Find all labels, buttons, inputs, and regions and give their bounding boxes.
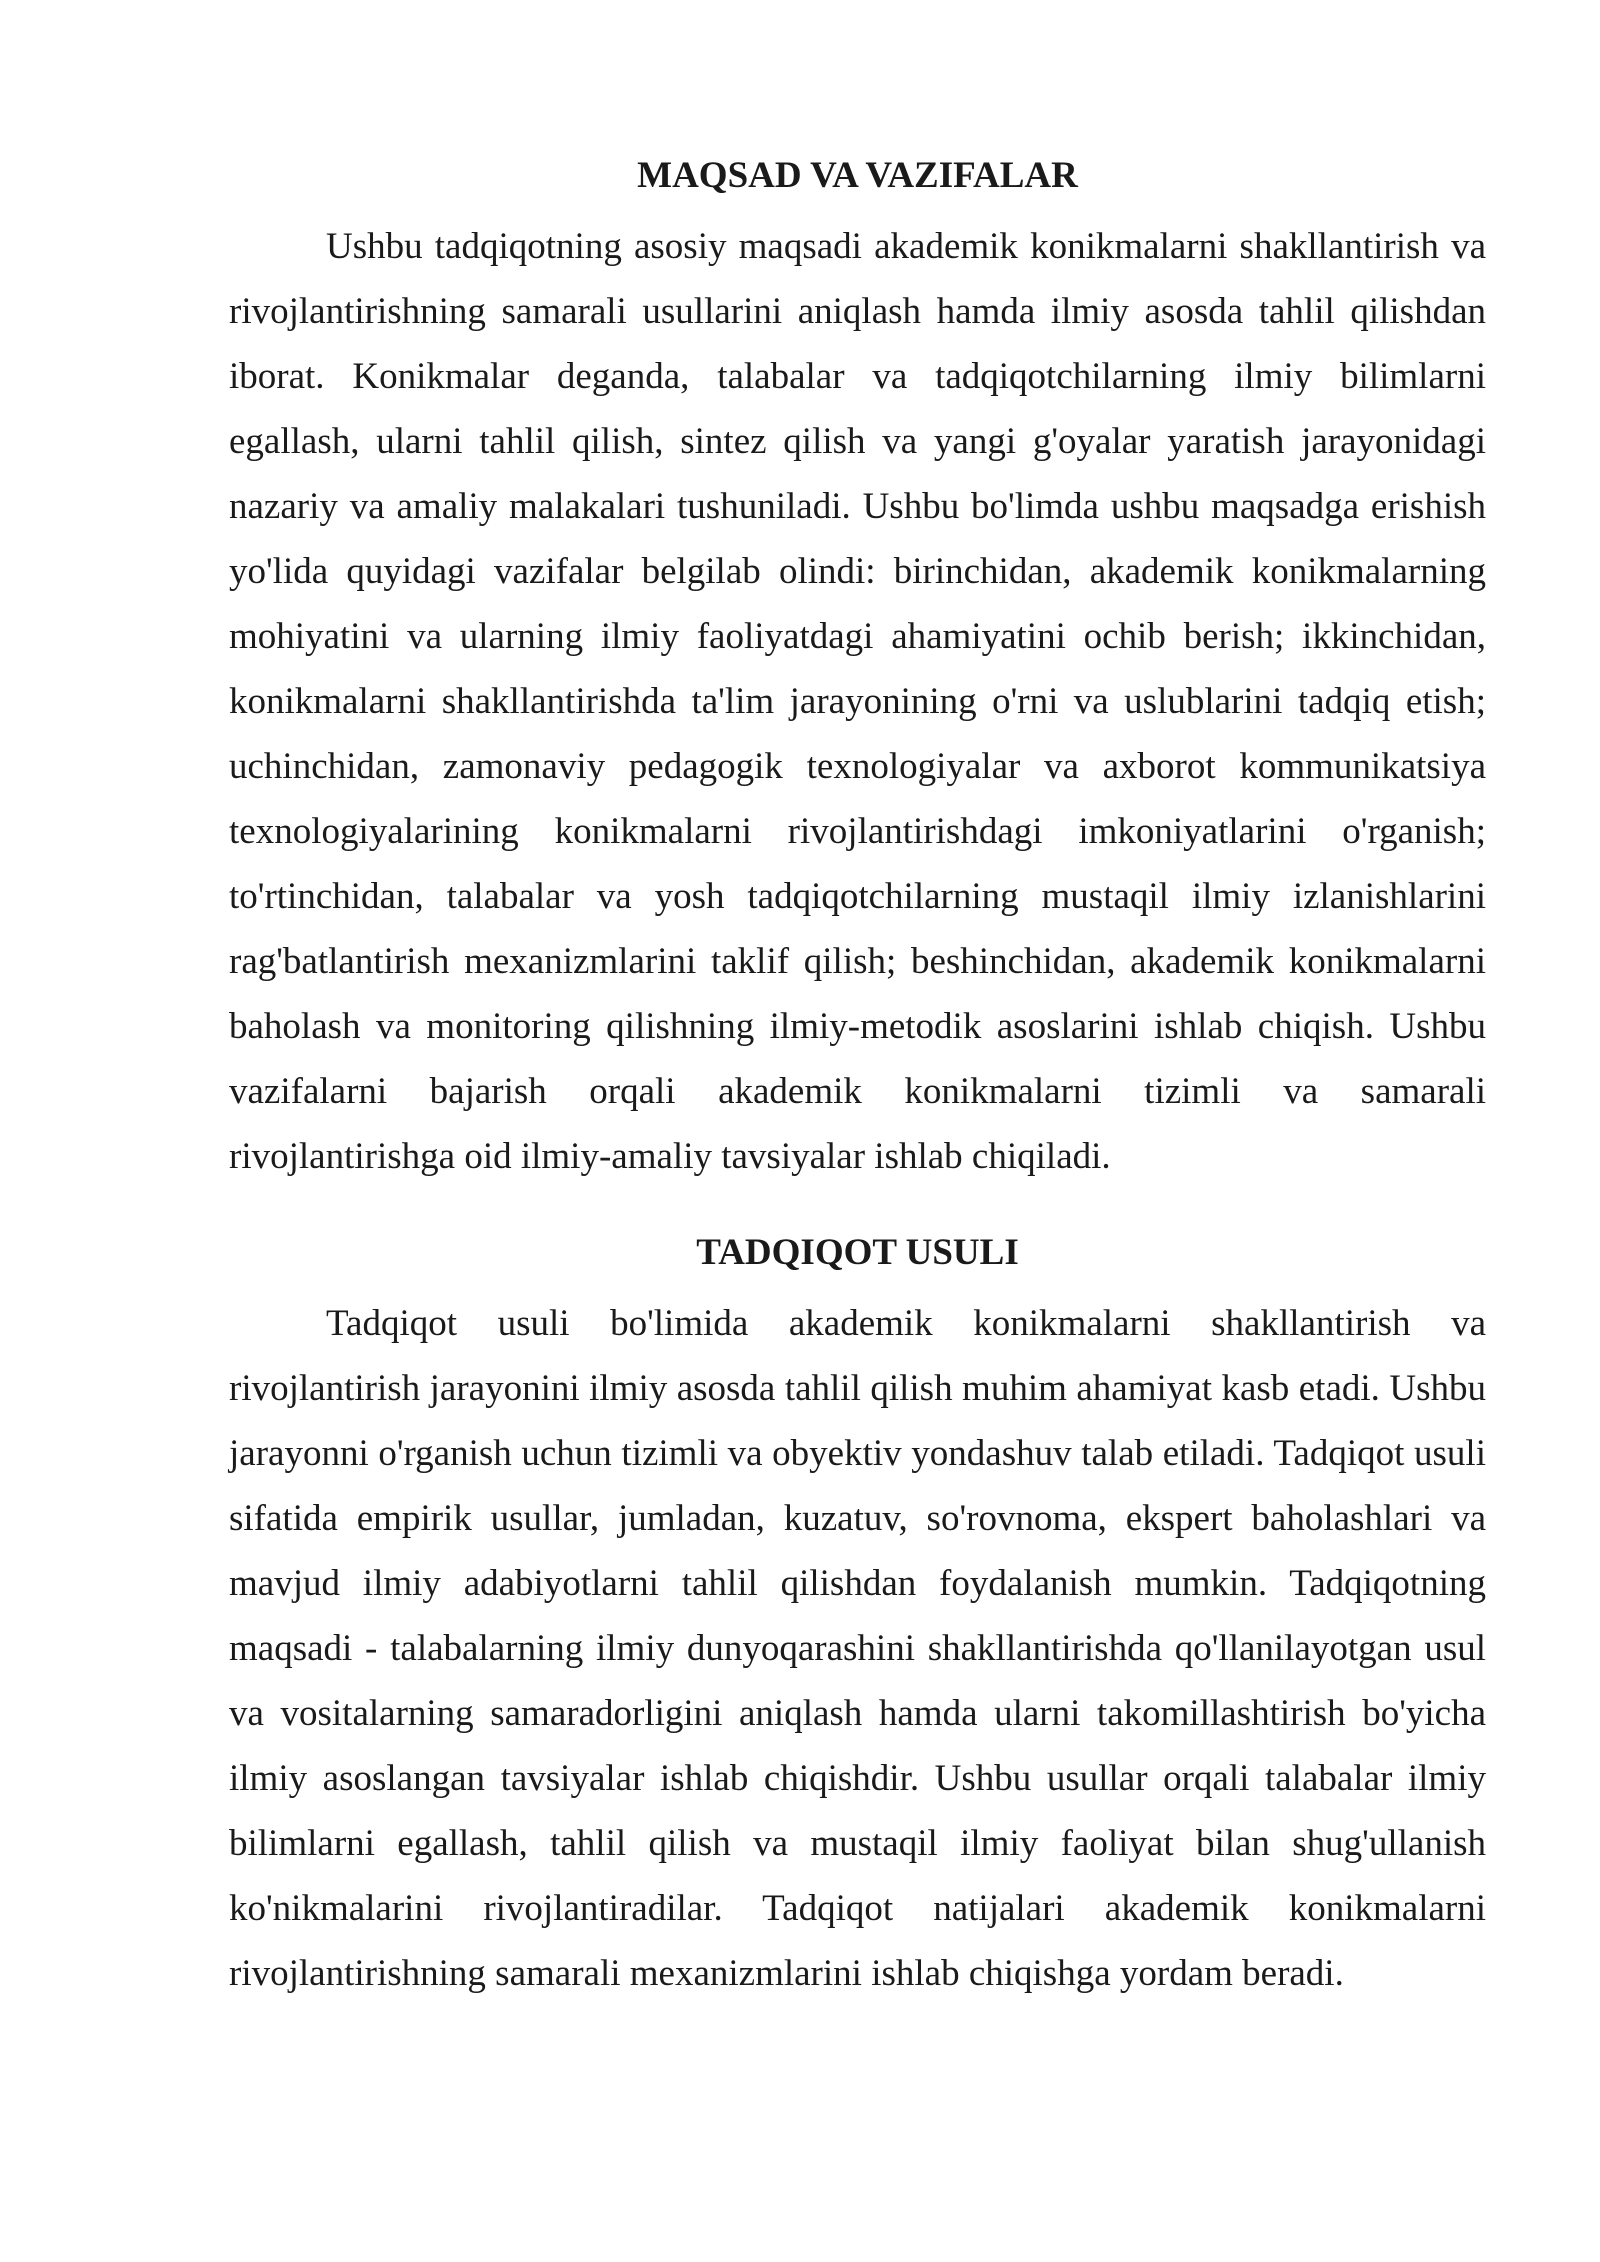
document-page	[229, 150, 1486, 2006]
section-paragraph-usul: Tadqiqot usuli bo'limida akademik konikmalarni shakllantirish va rivojlantirish jarayonini ilmiy asosda tahlil qilish muhim ahamiyat kasb etadi. Ushbu jarayonni o'rganish uchun tizimli va obyektiv yondashuv talab etiladi. Tadqiqot usuli sifatida empirik usullar, jumladan, kuzatuv, so'rovnoma, ekspert baholashlari va mavjud ilmiy adabiyotlarni tahlil qilishdan foydalanish mumkin. Tadqiqotning maqsadi - talabalarning ilmiy dunyoqarashini shakllantirishda qo'llanilayotgan usul va vositalarning samaradorligini aniqlash hamda ularni takomillashtirish bo'yicha ilmiy asoslangan tavsiyalar ishlab chiqishdir. Ushbu usullar orqali talabalar ilmiy bilimlarni egallash, tahlil qilish va mustaqil ilmiy faoliyat bilan shug'ullanish ko'nikmalarini rivojlantiradilar. Tadqiqot natijalari akademik konikmalarni rivojlantirishning samarali mexanizmlarini ishlab chiqishga yordam beradi.	[229, 1303, 1486, 1994]
section-paragraph-maqsad: Ushbu tadqiqotning asosiy maqsadi akademik konikmalarni shakllantirish va rivojlantirishning samarali usullarini aniqlash hamda ilmiy asosda tahlil qilishdan iborat. Konikmalar deganda, talabalar va tadqiqotchilarning ilmiy bilimlarni egallash, ularni tahlil qilish, sintez qilish va yangi g'oyalar yaratish jarayonidagi nazariy va amaliy malakalari tushuniladi. Ushbu bo'limda ushbu maqsadga erishish yo'lida quyidagi vazifalar belgilab olindi: birinchidan, akademik konikmalarning mohiyatini va ularning ilmiy faoliyatdagi ahamiyatini ochib berish; ikkinchidan, konikmalarni shakllantirishda ta'lim jarayonining o'rni va uslublarini tadqiq etish; uchinchidan, zamonaviy pedagogik texnologiyalar va axborot kommunikatsiya texnologiyalarining konikmalarni rivojlantirishdagi imkoniyatlarini o'rganish; to'rtinchidan, talabalar va yosh tadqiqotchilarning mustaqil ilmiy izlanishlarini rag'batlantirish mexanizmlarini taklif qilish; beshinchidan, akademik konikmalarni baholash va monitoring qilishning ilmiy-metodik asoslarini ishlab chiqish. Ushbu vazifalarni bajarish orqali akademik konikmalarni tizimli va samarali rivojlantirishga oid ilmiy-amaliy tavsiyalar ishlab chiqiladi.	[229, 226, 1486, 1177]
section-heading-usul: TADQIQOT USULI	[696, 1232, 1019, 1273]
section-heading-maqsad: MAQSAD VA VAZIFALAR	[637, 155, 1078, 196]
